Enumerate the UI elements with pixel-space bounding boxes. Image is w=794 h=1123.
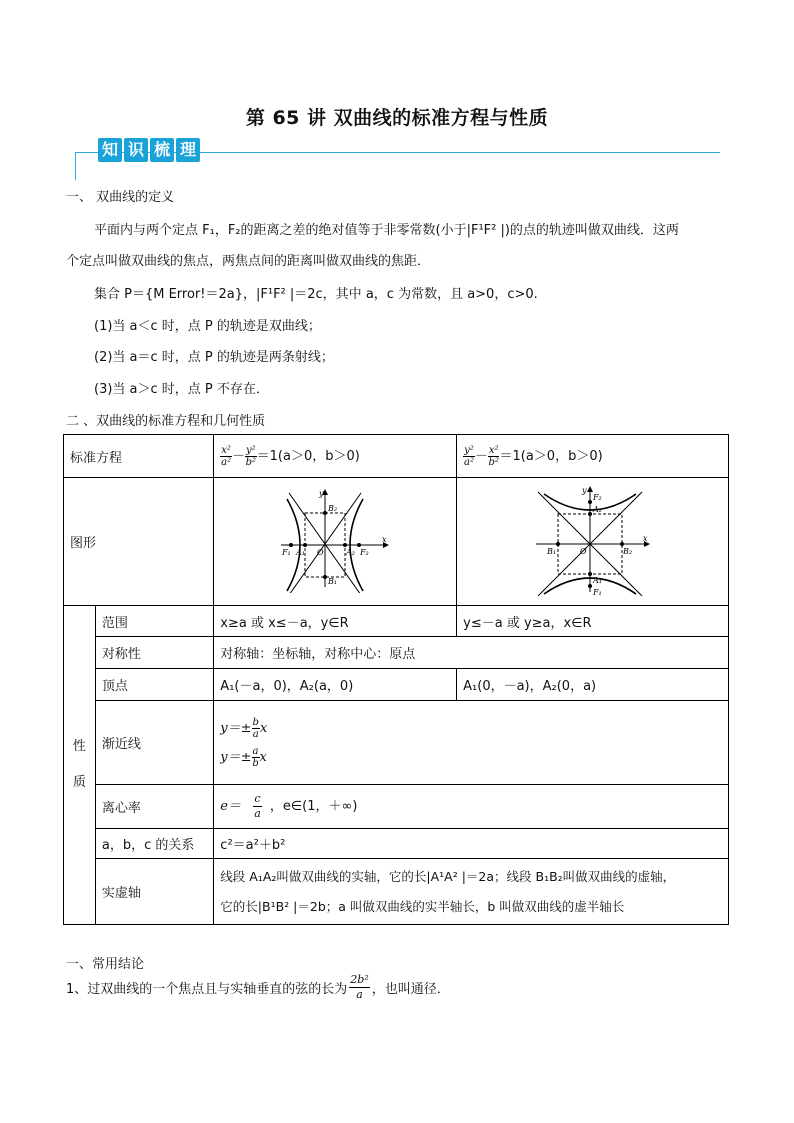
- conclusion-1: 1、过双曲线的一个焦点且与实轴垂直的弦的长为 $\frac{\text{2b²}}{a}$ ，也叫通径．: [66, 973, 450, 1001]
- banner-char: 梳: [150, 138, 174, 162]
- svg-text:B₁: B₁: [328, 576, 338, 586]
- row-label-figure: 图形: [64, 478, 214, 606]
- section-heading-conclusions: 一、常用结论: [66, 957, 145, 972]
- definition-paragraph-line2: 个定点叫做双曲线的焦点，两焦点间的距离叫做双曲线的焦距．: [66, 254, 431, 269]
- svg-text:F₁: F₁: [282, 547, 291, 557]
- equation-x-axis: $\frac{\text{x²}}{\text{a²}}$ － $\frac{\text{y²}}{\text{b²}}$ ＝1(a＞0，b＞0): [214, 435, 457, 478]
- axes-value: 线段 A₁A₂叫做双曲线的实轴，它的长|A¹A² |＝2a；线段 B₁B₂叫做双曲线的虚轴， 它的长|B¹B² |＝2b；a 叫做双曲线的实半轴长，b 叫做双曲线的虚半轴长: [214, 859, 729, 925]
- svg-text:O: O: [579, 546, 587, 556]
- row-label-standard-equation: 标准方程: [64, 435, 214, 478]
- case-2: (2)当 a＝c 时，点 P 的轨迹是两条射线；: [94, 350, 334, 365]
- row-label-abc-relation: a，b，c 的关系: [95, 829, 213, 859]
- svg-text:B₁: B₁: [546, 546, 556, 556]
- case-1: (1)当 a＜c 时，点 P 的轨迹是双曲线；: [94, 319, 321, 334]
- figure-cell-x-axis: [214, 478, 457, 606]
- properties-table: [63, 434, 729, 925]
- svg-text:A₂: A₂: [592, 504, 602, 514]
- definition-paragraph-line1: 平面内与两个定点 F₁，F₂的距离之差的绝对值等于非零常数(小于|F¹F² |)的点的轨迹叫做双曲线．这两: [94, 223, 679, 238]
- svg-text:y: y: [319, 488, 324, 498]
- row-label-asymptotes: 渐近线: [95, 701, 213, 785]
- section-heading-properties: 二 、双曲线的标准方程和几何性质: [66, 414, 266, 429]
- svg-text:A₁: A₁: [296, 547, 306, 557]
- range-y-axis: y≤－a 或 y≥a，x∈R: [457, 606, 729, 637]
- symmetry-value: 对称轴：坐标轴，对称中心：原点: [214, 637, 729, 669]
- banner-char: 识: [124, 138, 148, 162]
- svg-text:O: O: [317, 547, 324, 557]
- range-x-axis: x≥a 或 x≤－a，y∈R: [214, 606, 457, 637]
- row-label-symmetry: 对称性: [95, 637, 213, 669]
- svg-text:F₁: F₁: [592, 587, 602, 596]
- row-label-eccentricity: 离心率: [95, 785, 213, 829]
- figure-cell-y-axis: [457, 478, 729, 606]
- hyperbola-x-figure: [279, 487, 391, 593]
- banner-char: 理: [176, 138, 200, 162]
- abc-relation-value: c²＝a²＋b²: [214, 829, 729, 859]
- asymptotes-value: y＝± $\frac{b}{a}$ x y＝± $\frac{a}{b}$ x: [214, 701, 729, 785]
- section-banner: [98, 138, 200, 162]
- svg-text:B₂: B₂: [328, 503, 338, 513]
- hyperbola-y-figure: [534, 484, 652, 596]
- set-definition: 集合 P＝{M Error!＝2a}，|F¹F² |＝2c，其中 a，c 为常数，且 a>0，c>0.: [94, 287, 538, 302]
- vertices-x-axis: A₁(－a，0)，A₂(a，0): [214, 669, 457, 701]
- svg-text:B₂: B₂: [622, 546, 632, 556]
- properties-group-label: 性质: [64, 606, 96, 925]
- svg-text:F₂: F₂: [592, 492, 602, 502]
- row-label-vertices: 顶点: [95, 669, 213, 701]
- section-heading-definition: 一、 双曲线的定义: [66, 190, 175, 205]
- case-3: (3)当 a＞c 时，点 P 不存在．: [94, 382, 269, 397]
- vertices-y-axis: A₁(0，－a)，A₂(0，a): [457, 669, 729, 701]
- svg-text:x: x: [642, 533, 648, 543]
- svg-text:y: y: [581, 485, 587, 495]
- banner-char: 知: [98, 138, 122, 162]
- svg-text:x: x: [382, 534, 387, 544]
- equation-y-axis: $\frac{\text{y²}}{\text{a²}}$ － $\frac{\text{x²}}{\text{b²}}$ ＝1(a＞0，b＞0): [457, 435, 729, 478]
- banner-line-left: [75, 152, 76, 180]
- svg-text:F₂: F₂: [360, 547, 369, 557]
- eccentricity-value: e＝ $\frac{c}{a}$ ，e∈(1，＋∞): [214, 785, 729, 829]
- page-title: 第 65 讲 双曲线的标准方程与性质: [245, 107, 549, 129]
- row-label-axes: 实虚轴: [95, 859, 213, 925]
- row-label-range: 范围: [95, 606, 213, 637]
- svg-text:A₁: A₁: [592, 575, 602, 585]
- svg-text:A₂: A₂: [346, 547, 356, 557]
